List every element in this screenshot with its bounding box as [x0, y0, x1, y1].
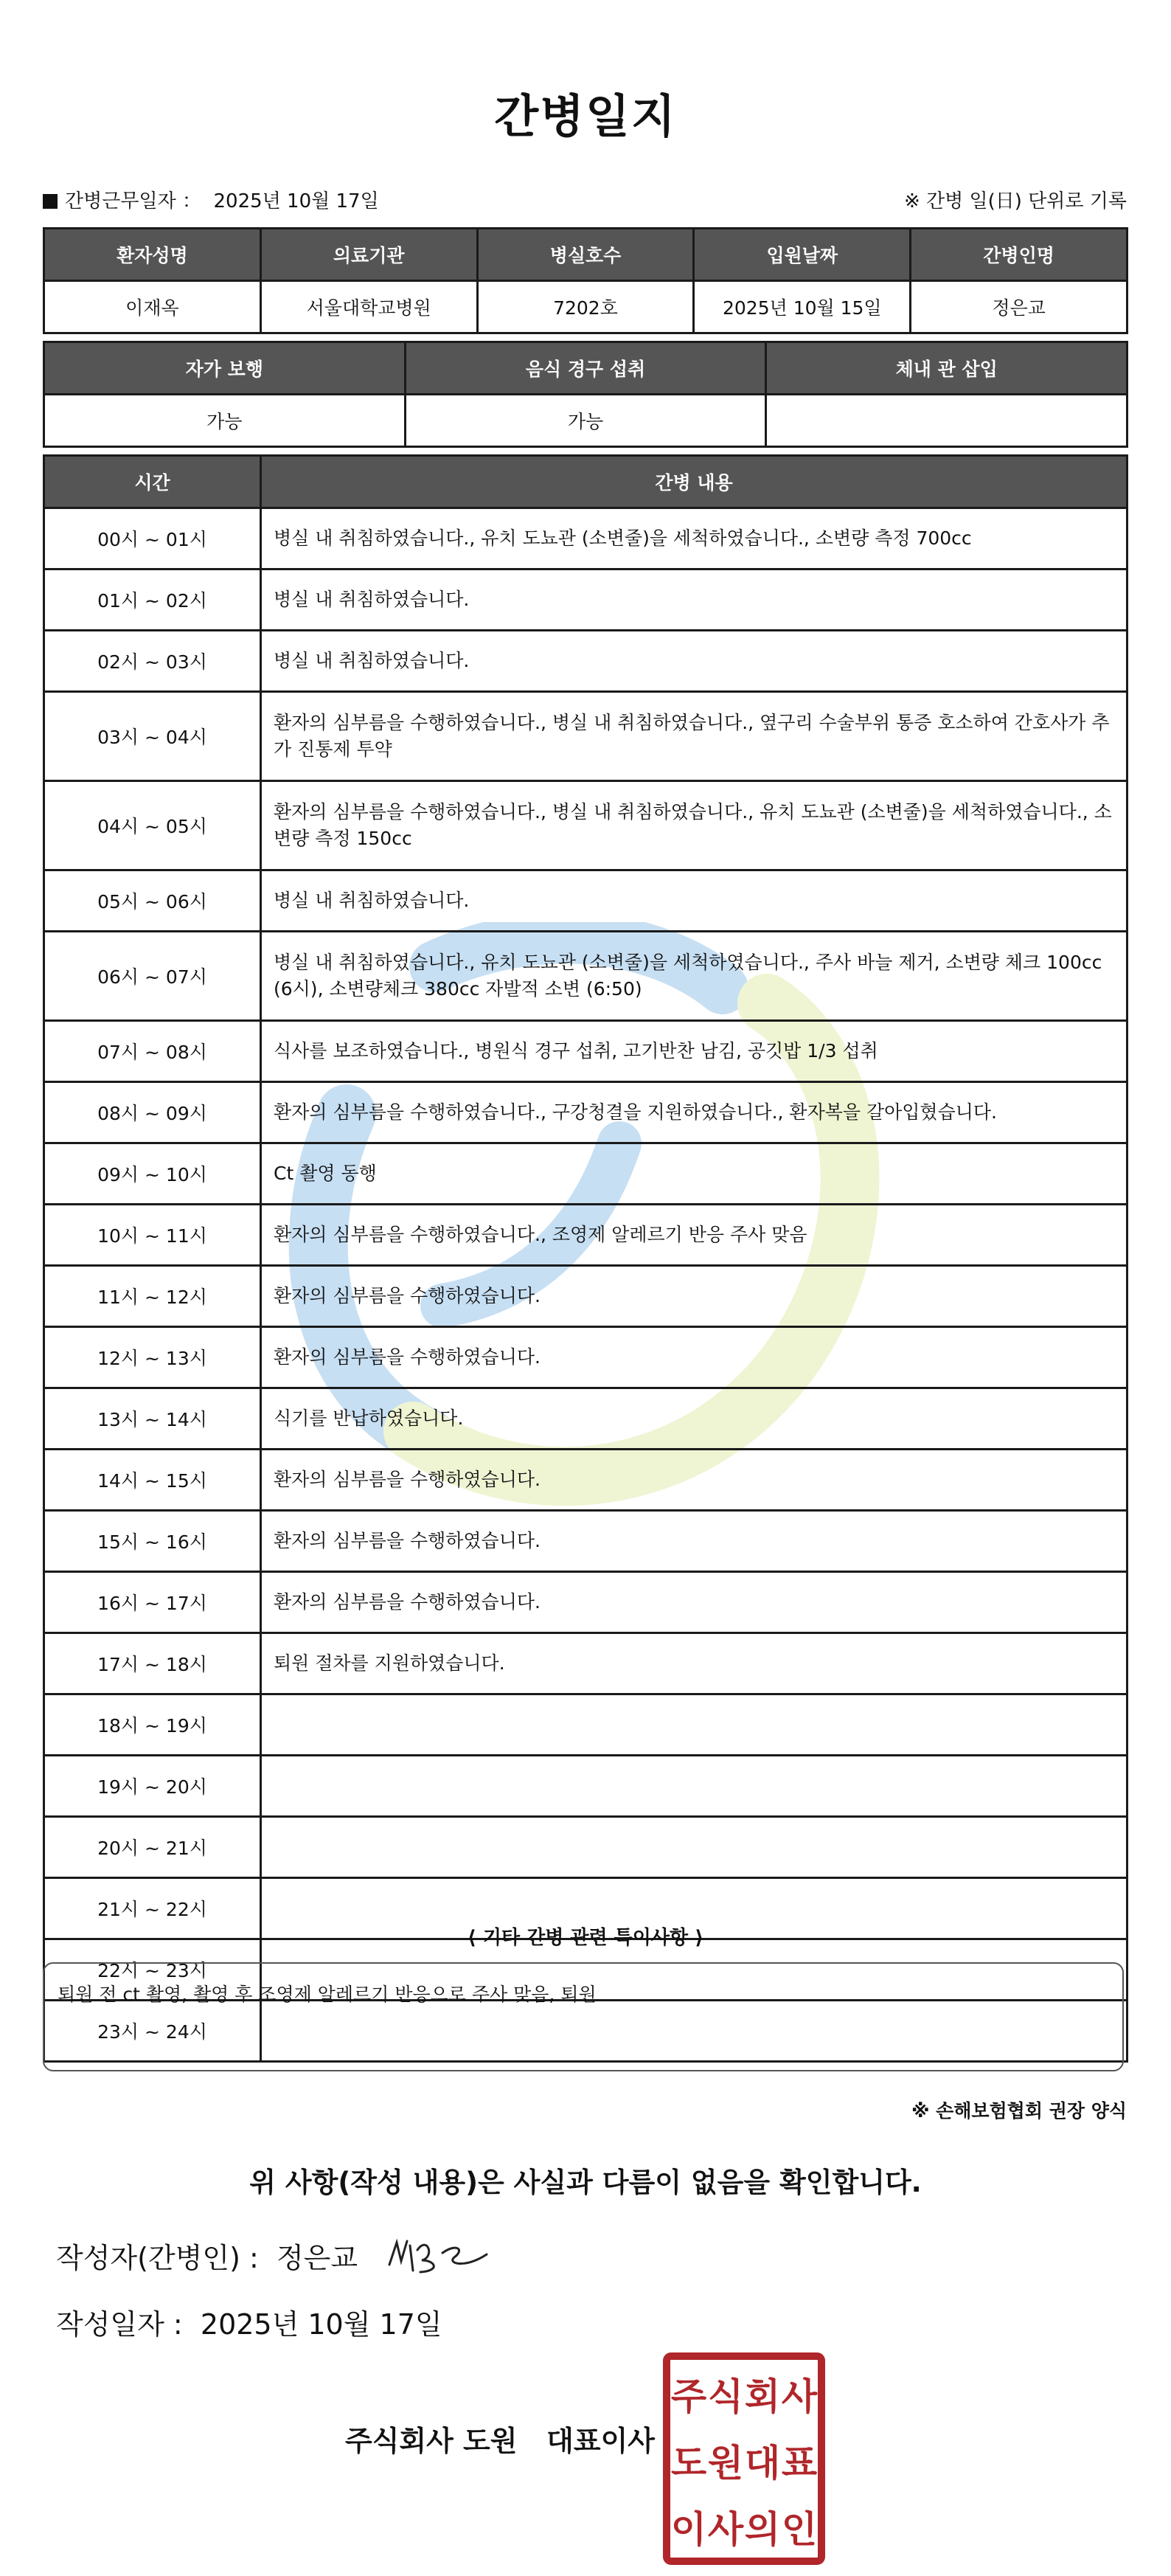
log-content: 병실 내 취침하였습니다., 유치 도뇨관 (소변줄)을 세척하였습니다., 주사 바늘 제거, 소변량 체크 100cc (6시), 소변량체크 380cc 자발적 소변 (6:50) — [261, 932, 1127, 1021]
notes-title: ⟨ 기타 간병 관련 특이사항 ⟩ — [467, 1927, 704, 1949]
log-header-content: 간병 내용 — [261, 456, 1127, 508]
log-time: 10시 ~ 11시 — [44, 1205, 261, 1266]
log-row — [44, 1021, 1127, 1082]
log-time: 00시 ~ 01시 — [44, 508, 261, 569]
log-time: 01시 ~ 02시 — [44, 569, 261, 631]
unit-note: ※ 간병 일(日) 단위로 기록 — [903, 190, 1127, 212]
writer-name: 정은교 — [276, 2242, 358, 2274]
log-time: 04시 ~ 05시 — [44, 781, 261, 870]
log-time: 19시 ~ 20시 — [44, 1756, 261, 1817]
log-content: 병실 내 취침하였습니다., 유치 도뇨관 (소변줄)을 세척하였습니다., 소변량 측정 700cc — [261, 508, 1127, 569]
patient-name: 이재옥 — [44, 281, 261, 333]
log-time: 16시 ~ 17시 — [44, 1572, 261, 1633]
log-time: 14시 ~ 15시 — [44, 1450, 261, 1511]
log-time: 18시 ~ 19시 — [44, 1694, 261, 1756]
log-row — [44, 508, 1127, 569]
ability-header: 체내 관 삽입 — [766, 342, 1127, 395]
notes-box: 퇴원 전 ct 촬영, 촬영 후 조영제 알레르기 반응으로 주사 맞음, 퇴원 — [43, 1962, 1124, 2071]
log-content: 환자의 심부름을 수행하였습니다. — [261, 1511, 1127, 1572]
work-date — [43, 186, 379, 213]
log-time: 13시 ~ 14시 — [44, 1388, 261, 1450]
log-time: 08시 ~ 09시 — [44, 1082, 261, 1143]
log-row — [44, 1266, 1127, 1327]
log-row — [44, 1388, 1127, 1450]
oral-intake: 가능 — [405, 395, 766, 447]
writer-row — [56, 2235, 358, 2276]
log-row — [44, 631, 1127, 692]
log-content: 환자의 심부름을 수행하였습니다. — [261, 1450, 1127, 1511]
ability-table — [43, 341, 1128, 448]
written-date-row — [56, 2302, 442, 2342]
work-date-label: 간병근무일자 ： — [65, 190, 201, 212]
room-number: 7202호 — [477, 281, 694, 333]
log-row — [44, 1694, 1127, 1756]
svg-text:원: 원 — [707, 2442, 744, 2485]
log-row — [44, 1817, 1127, 1878]
written-date-label: 작성일자 : — [56, 2308, 183, 2341]
info-header: 입원날짜 — [694, 229, 911, 281]
writer-label: 작성자(간병인) : — [56, 2242, 259, 2274]
log-content: 환자의 심부름을 수행하였습니다., 병실 내 취침하였습니다., 옆구리 수술부위 통증 호소하여 간호사가 추가 진통제 투약 — [261, 692, 1127, 781]
ability-header: 자가 보행 — [44, 342, 406, 395]
log-row — [44, 1143, 1127, 1205]
log-time: 21시 ~ 22시 — [44, 1878, 261, 1939]
log-content: Ct 촬영 동행 — [261, 1143, 1127, 1205]
log-time: 15시 ~ 16시 — [44, 1511, 261, 1572]
log-content: 식사를 보조하였습니다., 병원식 경구 섭취, 고기반찬 남김, 공깃밥 1/3 섭취 — [261, 1021, 1127, 1082]
patient-info-table — [43, 227, 1128, 334]
log-content — [261, 1756, 1127, 1817]
info-header: 간병인명 — [911, 229, 1127, 281]
square-bullet-icon — [43, 194, 58, 209]
log-row — [44, 1756, 1127, 1817]
svg-text:대: 대 — [744, 2442, 781, 2485]
log-time: 12시 ~ 13시 — [44, 1327, 261, 1388]
svg-text:회: 회 — [744, 2375, 781, 2418]
written-date-value: 2025년 10월 17일 — [200, 2308, 442, 2341]
svg-text:인: 인 — [781, 2508, 818, 2551]
info-header: 병실호수 — [477, 229, 694, 281]
log-content — [261, 1817, 1127, 1878]
log-time: 11시 ~ 12시 — [44, 1266, 261, 1327]
svg-text:주: 주 — [670, 2375, 707, 2418]
log-content: 환자의 심부름을 수행하였습니다., 병실 내 취침하였습니다., 유치 도뇨관 (소변줄)을 세척하였습니다., 소변량 측정 150cc — [261, 781, 1127, 870]
log-content — [261, 1694, 1127, 1756]
signature — [383, 2228, 494, 2279]
log-row — [44, 1633, 1127, 1694]
admission-date: 2025년 10월 15일 — [694, 281, 911, 333]
svg-text:의: 의 — [744, 2508, 781, 2551]
log-row — [44, 1511, 1127, 1572]
log-time: 05시 ~ 06시 — [44, 870, 261, 932]
svg-text:이: 이 — [670, 2508, 707, 2551]
log-row — [44, 1082, 1127, 1143]
ability-header: 음식 경구 섭취 — [405, 342, 766, 395]
log-content: 환자의 심부름을 수행하였습니다. — [261, 1327, 1127, 1388]
self-walking: 가능 — [44, 395, 406, 447]
log-row — [44, 932, 1127, 1021]
log-content: 환자의 심부름을 수행하였습니다. — [261, 1572, 1127, 1633]
log-time: 20시 ~ 21시 — [44, 1817, 261, 1878]
log-time: 22시 ~ 23시 — [44, 1939, 261, 2001]
log-content: 병실 내 취침하였습니다. — [261, 631, 1127, 692]
log-row — [44, 781, 1127, 870]
company-representative: 주식회사 도원 대표이사 — [345, 2425, 655, 2457]
svg-text:사: 사 — [707, 2508, 744, 2551]
svg-text:도: 도 — [670, 2442, 707, 2485]
log-time: 17시 ~ 18시 — [44, 1633, 261, 1694]
log-content: 병실 내 취침하였습니다. — [261, 870, 1127, 932]
log-time: 02시 ~ 03시 — [44, 631, 261, 692]
svg-text:사: 사 — [781, 2375, 818, 2418]
log-content: 환자의 심부름을 수행하였습니다., 조영제 알레르기 반응 주사 맞음 — [261, 1205, 1127, 1266]
log-time: 03시 ~ 04시 — [44, 692, 261, 781]
log-content: 퇴원 절차를 지원하였습니다. — [261, 1633, 1127, 1694]
log-row — [44, 569, 1127, 631]
info-header: 환자성명 — [44, 229, 261, 281]
care-log-table — [43, 454, 1128, 2063]
log-header-time: 시간 — [44, 456, 261, 508]
log-row — [44, 1572, 1127, 1633]
log-time: 06시 ~ 07시 — [44, 932, 261, 1021]
log-row — [44, 1205, 1127, 1266]
svg-text:식: 식 — [707, 2375, 744, 2418]
log-time: 23시 ~ 24시 — [44, 2001, 261, 2062]
log-time: 09시 ~ 10시 — [44, 1143, 261, 1205]
work-date-value: 2025년 10월 17일 — [213, 190, 379, 212]
confirmation-statement: 위 사항(작성 내용)은 사실과 다름이 없음을 확인합니다. — [249, 2167, 922, 2198]
tube-insertion — [766, 395, 1127, 447]
hospital: 서울대학교병원 — [260, 281, 477, 333]
log-row — [44, 870, 1127, 932]
svg-text:표: 표 — [781, 2442, 818, 2485]
log-row — [44, 692, 1127, 781]
page-title: 간병일지 — [494, 89, 677, 143]
log-time: 07시 ~ 08시 — [44, 1021, 261, 1082]
log-content: 환자의 심부름을 수행하였습니다. — [261, 1266, 1127, 1327]
log-content: 식기를 반납하였습니다. — [261, 1388, 1127, 1450]
log-row — [44, 1450, 1127, 1511]
company-seal — [662, 2352, 826, 2566]
form-note: ※ 손해보험협회 권장 양식 — [911, 2100, 1127, 2122]
log-row — [44, 1327, 1127, 1388]
log-content: 병실 내 취침하였습니다. — [261, 569, 1127, 631]
caregiver-name: 정은교 — [911, 281, 1127, 333]
info-header: 의료기관 — [260, 229, 477, 281]
log-content: 환자의 심부름을 수행하였습니다., 구강청결을 지원하였습니다., 환자복을 갈아입혔습니다. — [261, 1082, 1127, 1143]
